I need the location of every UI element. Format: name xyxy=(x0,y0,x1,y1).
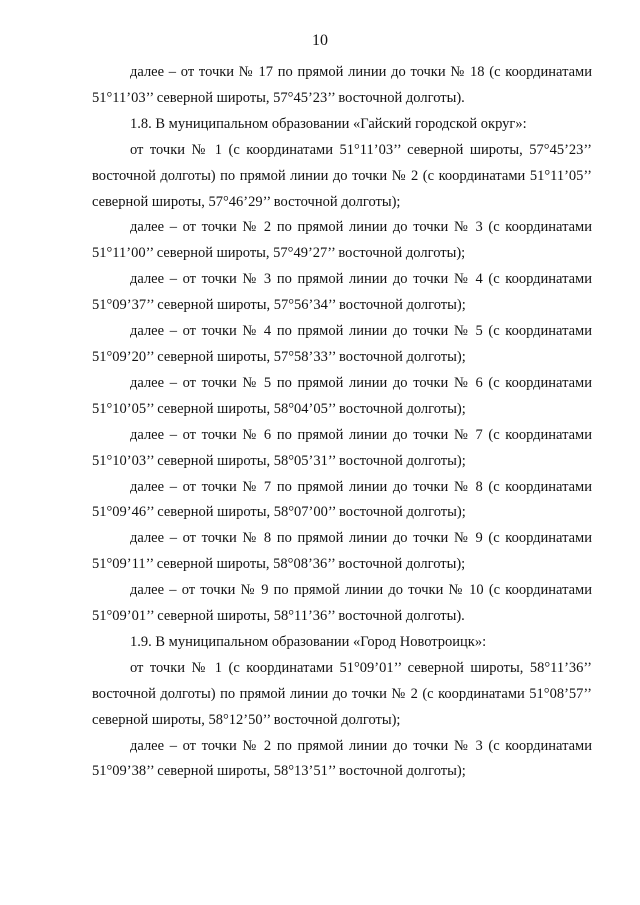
paragraph-novotroitsk-point-2-3: далее – от точки № 2 по прямой линии до точки № 3 (с координатами 51°09’38’’ северной широты, 58°13’51’’ восточной долготы); xyxy=(92,737,592,780)
paragraph-gai-point-9-10: далее – от точки № 9 по прямой линии до точки № 10 (с координатами 51°09’01’’ северной широты, 58°11’36’’ восточной долготы). xyxy=(92,582,592,625)
paragraph-gai-point-7-8: далее – от точки № 7 по прямой линии до точки № 8 (с координатами 51°09’46’’ северной широты, 58°07’00’’ восточной долготы); xyxy=(92,478,592,521)
section-heading-1-8: 1.8. В муниципальном образовании «Гайский городской округ»: xyxy=(130,115,527,132)
paragraph-gai-point-6-7: далее – от точки № 6 по прямой линии до точки № 7 (с координатами 51°10’03’’ северной широты, 58°05’31’’ восточной долготы); xyxy=(92,426,592,469)
paragraph-gai-point-5-6: далее – от точки № 5 по прямой линии до точки № 6 (с координатами 51°10’05’’ северной широты, 58°04’05’’ восточной долготы); xyxy=(92,374,592,417)
paragraph-gai-point-1-2: от точки № 1 (с координатами 51°11’03’’ северной широты, 57°45’23’’ восточной долготы) по прямой линии до точки № 2 (с координатами 51°11’05’’ северной широты, 57°46’29’’ восточной долготы); xyxy=(92,141,592,210)
paragraph-gai-point-8-9: далее – от точки № 8 по прямой линии до точки № 9 (с координатами 51°09’11’’ северной широты, 58°08’36’’ восточной долготы); xyxy=(92,530,592,573)
page-number: 10 xyxy=(312,32,328,49)
document-body xyxy=(92,60,592,785)
paragraph-gai-point-2-3: далее – от точки № 2 по прямой линии до точки № 3 (с координатами 51°11’00’’ северной широты, 57°49’27’’ восточной долготы); xyxy=(92,219,592,262)
section-heading-1-9: 1.9. В муниципальном образовании «Город Новотроицк»: xyxy=(130,633,487,650)
paragraph-gai-point-4-5: далее – от точки № 4 по прямой линии до точки № 5 (с координатами 51°09’20’’ северной широты, 57°58’33’’ восточной долготы); xyxy=(92,323,592,365)
paragraph-gai-point-3-4: далее – от точки № 3 по прямой линии до точки № 4 (с координатами 51°09’37’’ северной широты, 57°56’34’’ восточной долготы); xyxy=(92,271,592,314)
paragraph-novotroitsk-point-1-2: от точки № 1 (с координатами 51°09’01’’ северной широты, 58°11’36’’ восточной долготы) по прямой линии до точки № 2 (с координатами 51°08’57’’ северной широты, 58°12’50’’ восточной долготы); xyxy=(92,659,592,728)
paragraph-point-17-18: далее – от точки № 17 по прямой линии до точки № 18 (с координатами 51°11’03’’ северной широты, 57°45’23’’ восточной долготы). xyxy=(92,64,592,106)
